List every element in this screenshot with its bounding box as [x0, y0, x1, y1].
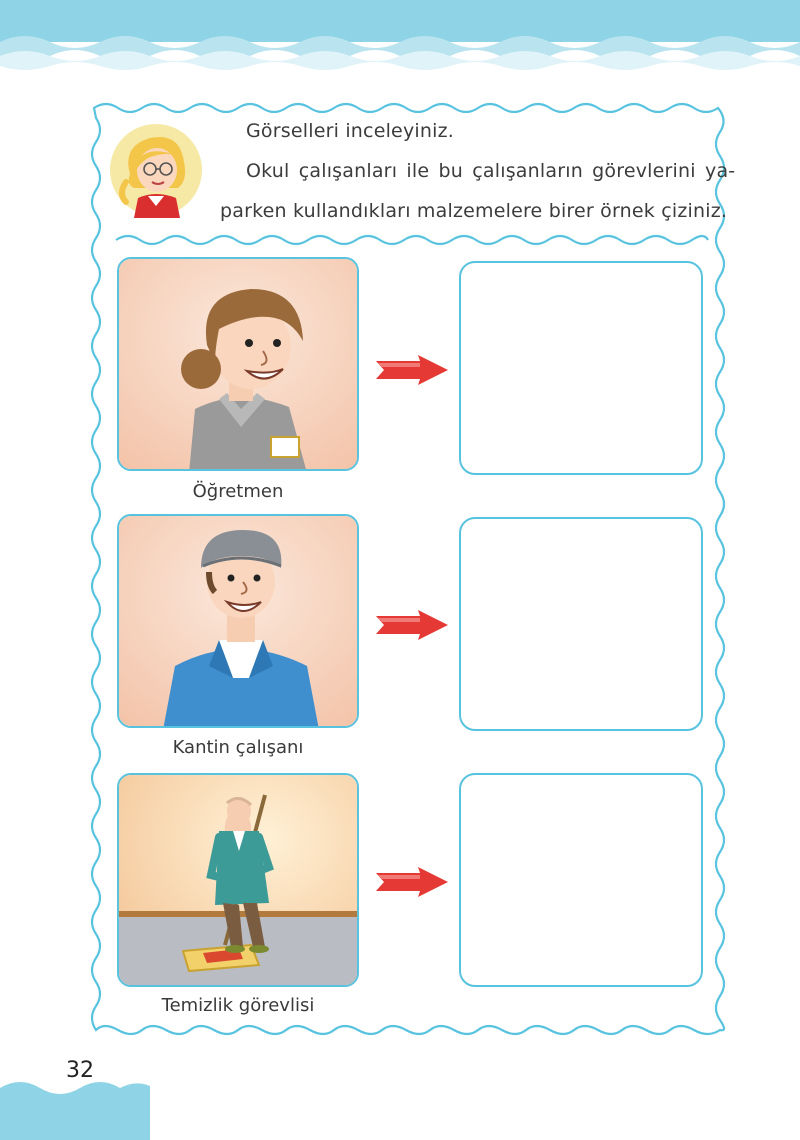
page-number: 32: [66, 1058, 94, 1083]
instruction-line-1: Görselleri inceleyiniz.: [246, 120, 455, 142]
caption-teacher: Öğretmen: [192, 481, 284, 502]
canteen-worker-illustration: [119, 516, 359, 728]
arrow-icon: [374, 355, 448, 385]
cleaner-image: [117, 773, 359, 987]
instruction-line-3: parken kullandıkları malzemelere birer örnek çiziniz.: [220, 200, 728, 222]
caption-canteen-worker: Kantin çalışanı: [172, 737, 304, 758]
canteen-worker-image: [117, 514, 359, 728]
arrow-icon: [374, 610, 448, 640]
drawing-box-canteen-worker[interactable]: [459, 517, 703, 731]
cleaner-illustration: [119, 775, 359, 987]
instruction-line-2: Okul çalışanları ile bu çalışanların görevlerini ya-: [246, 160, 736, 182]
teacher-image: [117, 257, 359, 471]
narrator-avatar: [108, 122, 204, 218]
caption-cleaner: Temizlik görevlisi: [161, 995, 315, 1016]
drawing-box-teacher[interactable]: [459, 261, 703, 475]
top-wave-banner: [0, 0, 800, 80]
drawing-box-cleaner[interactable]: [459, 773, 703, 987]
teacher-illustration: [119, 259, 359, 471]
arrow-icon: [374, 867, 448, 897]
